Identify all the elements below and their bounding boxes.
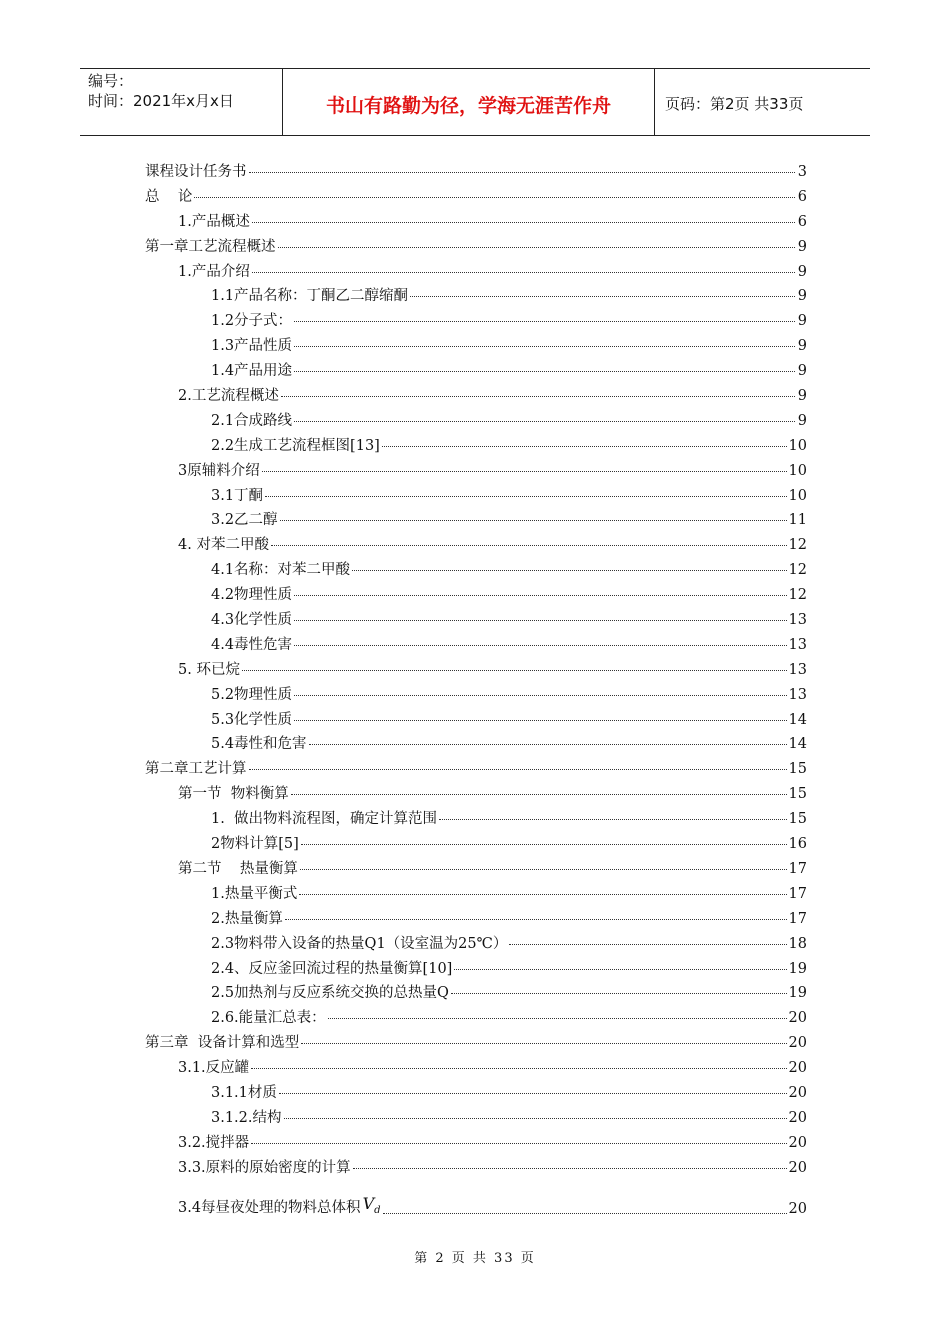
toc-entry-title: 第二节 热量衡算 [178, 860, 298, 877]
toc-entry[interactable] [145, 484, 807, 509]
toc-entry-title: 2.工艺流程概述 [178, 388, 279, 405]
toc-entry-title: 3.3.原料的原始密度的计算 [178, 1159, 351, 1176]
toc-entry-page: 15 [788, 811, 807, 828]
toc-entry-page: 12 [788, 587, 807, 604]
toc-entry[interactable] [145, 1081, 807, 1106]
table-of-contents [145, 160, 807, 1219]
dot-leader [294, 632, 786, 646]
toc-entry-title: 3.1.2.结构 [211, 1109, 282, 1126]
toc-entry[interactable] [145, 782, 807, 807]
toc-entry-title: 4.4毒性危害 [211, 636, 293, 653]
toc-entry-page: 17 [788, 910, 807, 927]
toc-entry[interactable] [145, 185, 807, 210]
toc-entry-page: 12 [788, 537, 807, 554]
toc-entry-page: 9 [797, 263, 807, 280]
toc-entry-page: 10 [788, 462, 807, 479]
toc-entry-page: 20 [788, 1109, 807, 1126]
toc-entry-title: 2.5加热剂与反应系统交换的总热量Q [211, 985, 449, 1002]
dot-leader [294, 358, 795, 372]
motto-text: 书山有路勤为径，学海无涯苦作舟 [325, 95, 611, 117]
dot-leader [262, 458, 787, 472]
toc-entry-page: 15 [788, 786, 807, 803]
toc-entry-title: 3.1.反应罐 [178, 1060, 250, 1077]
dot-leader [294, 707, 786, 721]
dot-leader [301, 831, 787, 845]
toc-entry-title: 2.3物料带入设备的热量Q1（设室温为25℃） [211, 935, 508, 952]
toc-entry-page: 17 [788, 860, 807, 877]
dot-leader [410, 283, 795, 297]
dot-leader [294, 582, 786, 596]
toc-entry[interactable] [145, 882, 807, 907]
dot-leader [353, 1155, 787, 1169]
toc-entry[interactable] [145, 160, 807, 185]
toc-entry-title: 5.2物理性质 [211, 686, 293, 703]
toc-entry[interactable] [145, 832, 807, 857]
dot-leader [265, 483, 786, 497]
toc-entry-title: 3.4每昼夜处理的物料总体积 [178, 1199, 361, 1216]
toc-entry-page: 19 [788, 985, 807, 1002]
toc-entry-page: 20 [788, 1159, 807, 1176]
toc-entry[interactable] [145, 683, 807, 708]
toc-entry-title: 4.2物理性质 [211, 587, 293, 604]
dot-leader [509, 931, 786, 945]
toc-entry[interactable] [145, 708, 807, 733]
dot-leader [249, 756, 787, 770]
toc-entry-title: 3.1.1材质 [211, 1084, 277, 1101]
formula-subscript: d [374, 1205, 381, 1217]
toc-entry-page: 20 [788, 1084, 807, 1101]
dot-leader [439, 806, 786, 820]
toc-entry-title: 1.2分子式： [211, 313, 293, 330]
toc-entry-title: 第一章工艺流程概述 [145, 238, 276, 255]
toc-entry-title: 总 论 [145, 188, 193, 205]
toc-entry-page: 9 [797, 338, 807, 355]
toc-entry-page: 20 [788, 1200, 807, 1217]
dot-leader [279, 1080, 787, 1094]
dot-leader [281, 383, 795, 397]
dot-leader [328, 1005, 787, 1019]
toc-entry-title: 1.热量平衡式 [211, 885, 298, 902]
toc-entry-title: 第二章工艺计算 [145, 761, 247, 778]
toc-entry[interactable] [145, 235, 807, 260]
toc-entry-page: 13 [788, 612, 807, 629]
dot-leader [251, 1055, 786, 1069]
toc-entry[interactable] [145, 732, 807, 757]
toc-entry-title: 1.产品介绍 [178, 263, 250, 280]
toc-entry-title: 2.4、反应釜回流过程的热量衡算[10] [211, 960, 453, 977]
toc-entry-page: 13 [788, 686, 807, 703]
formula-main: V [362, 1194, 375, 1214]
toc-entry-title: 4.1名称：对苯二甲酸 [211, 562, 351, 579]
toc-entry[interactable] [145, 1106, 807, 1131]
toc-entry-page: 20 [788, 1134, 807, 1151]
toc-entry-page: 6 [797, 188, 807, 205]
dot-leader [249, 159, 796, 173]
header-left-cell [80, 69, 283, 135]
toc-entry-title: 2物料计算[5] [211, 836, 299, 853]
toc-entry-title: 3.1丁酮 [211, 487, 264, 504]
toc-entry-page: 18 [788, 935, 807, 952]
toc-entry[interactable] [145, 957, 807, 982]
dot-leader [294, 682, 786, 696]
toc-entry-title: 1.4产品用途 [211, 363, 293, 380]
toc-entry-page: 16 [788, 836, 807, 853]
toc-entry-page: 11 [788, 512, 807, 529]
toc-entry-title: 3.2.搅拌器 [178, 1134, 250, 1151]
toc-entry-page: 19 [788, 960, 807, 977]
toc-entry-page: 10 [788, 487, 807, 504]
page-footer: 第 2 页 共 33 页 [414, 1251, 536, 1266]
toc-entry-page: 9 [797, 412, 807, 429]
toc-entry[interactable] [145, 210, 807, 235]
toc-entry-title: 2.1合成路线 [211, 412, 293, 429]
page-header [80, 68, 870, 136]
toc-entry-title: 5.4毒性和危害 [211, 736, 307, 753]
dot-leader [291, 781, 787, 795]
toc-entry[interactable] [145, 1006, 807, 1031]
toc-entry[interactable] [145, 658, 807, 683]
toc-entry[interactable] [145, 508, 807, 533]
toc-entry[interactable] [145, 1031, 807, 1056]
toc-entry[interactable] [145, 633, 807, 658]
dot-leader [280, 507, 787, 521]
dot-leader [252, 209, 795, 223]
toc-entry-page: 20 [788, 1010, 807, 1027]
toc-entry[interactable] [145, 533, 807, 558]
toc-entry-title: 1.1产品名称：丁酮乙二醇缩酮 [211, 288, 409, 305]
dot-leader [309, 731, 787, 745]
toc-entry-page: 13 [788, 636, 807, 653]
toc-entry[interactable] [145, 1156, 807, 1181]
toc-entry-title: 课程设计任务书 [145, 164, 247, 180]
date-label: 时间：2021年x月x日 [88, 92, 234, 110]
toc-entry-page: 9 [797, 363, 807, 380]
toc-entry[interactable] [145, 857, 807, 882]
toc-entry-page: 9 [797, 313, 807, 330]
toc-entry[interactable] [145, 1181, 807, 1219]
toc-entry-title: 5. 环已烷 [178, 661, 240, 678]
dot-leader [294, 408, 795, 422]
toc-entry-page: 13 [788, 661, 807, 678]
toc-entry[interactable] [145, 1056, 807, 1081]
toc-entry-title: 第三章 设备计算和选型 [145, 1035, 300, 1052]
dot-leader [451, 980, 787, 994]
dot-leader [252, 259, 795, 273]
header-motto-cell [283, 69, 655, 135]
dot-leader [299, 881, 786, 895]
dot-leader [352, 557, 786, 571]
dot-leader [300, 856, 787, 870]
toc-entry-page: 20 [788, 1060, 807, 1077]
toc-entry[interactable] [145, 981, 807, 1006]
toc-entry-title: 1. 做出物料流程图，确定计算范围 [211, 811, 438, 828]
toc-entry-page: 20 [788, 1035, 807, 1052]
dot-leader [242, 657, 787, 671]
toc-entry-page: 17 [788, 885, 807, 902]
dot-leader [294, 333, 795, 347]
toc-entry-page: 15 [788, 761, 807, 778]
toc-entry-title: 3原辅料介绍 [178, 462, 260, 479]
dot-leader [284, 1105, 787, 1119]
toc-entry[interactable] [145, 608, 807, 633]
dot-leader [382, 433, 787, 447]
toc-entry-page: 14 [788, 711, 807, 728]
dot-leader [301, 1030, 786, 1044]
header-page-cell [655, 69, 870, 135]
toc-entry[interactable] [145, 757, 807, 782]
toc-entry-title: 2.热量衡算 [211, 910, 283, 927]
toc-entry[interactable] [145, 260, 807, 285]
toc-entry[interactable] [145, 284, 807, 309]
toc-entry-title: 1.产品概述 [178, 213, 250, 230]
toc-entry-page: 3 [797, 164, 807, 180]
dot-leader [383, 1199, 787, 1213]
toc-entry[interactable] [145, 807, 807, 832]
dot-leader [251, 1130, 786, 1144]
toc-entry[interactable] [145, 409, 807, 434]
dot-leader [271, 532, 787, 546]
page-number-label: 页码：第2页 共33页 [665, 95, 804, 113]
toc-entry-title: 4.3化学性质 [211, 612, 293, 629]
toc-entry[interactable] [145, 907, 807, 932]
toc-entry-page: 10 [788, 437, 807, 454]
toc-entry[interactable] [145, 459, 807, 484]
dot-leader [454, 955, 786, 969]
toc-entry-title: 2.2生成工艺流程框图[13] [211, 437, 380, 454]
toc-entry-page: 9 [797, 288, 807, 305]
toc-entry[interactable] [145, 359, 807, 384]
toc-entry-page: 14 [788, 736, 807, 753]
toc-entry[interactable] [145, 583, 807, 608]
toc-entry[interactable] [145, 384, 807, 409]
dot-leader [294, 308, 795, 322]
toc-entry[interactable] [145, 932, 807, 957]
toc-entry-page: 12 [788, 562, 807, 579]
dot-leader [285, 906, 787, 920]
dot-leader [194, 184, 795, 198]
toc-entry-title: 4. 对苯二甲酸 [178, 537, 269, 554]
toc-entry[interactable] [145, 434, 807, 459]
toc-entry-title: 3.2乙二醇 [211, 512, 278, 529]
toc-entry-title: 5.3化学性质 [211, 711, 293, 728]
toc-entry[interactable] [145, 1131, 807, 1156]
toc-entry-title: 第一节 物料衡算 [178, 786, 289, 803]
toc-entry-title: 2.6.能量汇总表： [211, 1010, 326, 1027]
dot-leader [294, 607, 786, 621]
toc-entry[interactable] [145, 334, 807, 359]
toc-entry-page: 9 [797, 238, 807, 255]
toc-entry-title: 1.3产品性质 [211, 338, 293, 355]
toc-entry[interactable] [145, 309, 807, 334]
dot-leader [278, 234, 796, 248]
toc-entry-page: 9 [797, 388, 807, 405]
toc-entry-page: 6 [797, 213, 807, 230]
serial-number-label: 编号： [88, 72, 134, 90]
formula-symbol [363, 1194, 381, 1216]
toc-entry[interactable] [145, 558, 807, 583]
